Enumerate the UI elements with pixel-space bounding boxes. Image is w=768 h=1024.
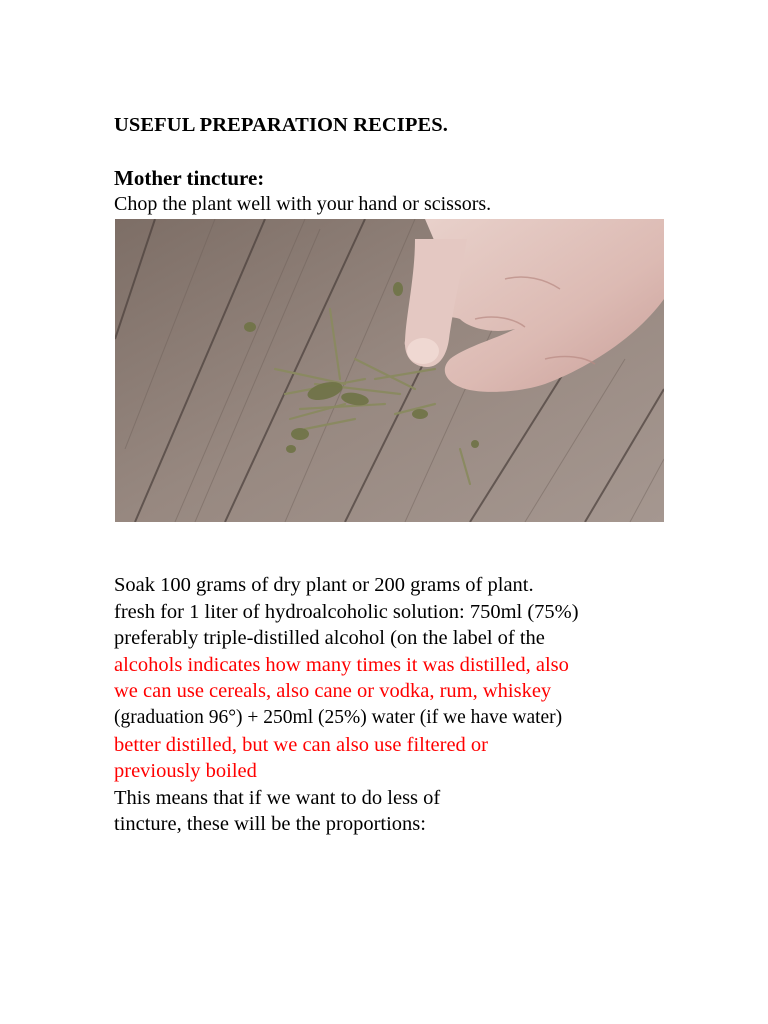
instruction-line: preferably triple-distilled alcohol (on the label of the [114, 627, 545, 650]
instruction-line-highlighted: we can use cereals, also cane or vodka, rum, whiskey [114, 680, 552, 703]
instruction-line: fresh for 1 liter of hydroalcoholic solution: 750ml (75%) [114, 600, 579, 623]
page-title: USEFUL PREPARATION RECIPES. [114, 114, 448, 136]
preparation-instructions [114, 572, 714, 838]
instruction-line: Soak 100 grams of dry plant or 200 grams of plant. [114, 574, 534, 596]
instruction-line-highlighted: alcohols indicates how many times it was distilled, also [114, 653, 569, 676]
section-heading: Mother tincture: [114, 166, 265, 190]
instruction-line: This means that if we want to do less of [114, 786, 441, 809]
instruction-line: tincture, these will be the proportions: [114, 813, 426, 836]
instruction-line: (graduation 96°) + 250ml (25%) water (if we have water) [114, 706, 563, 728]
instruction-line-highlighted: previously boiled [114, 760, 257, 783]
instruction-line-highlighted: better distilled, but we can also use filtered or [114, 733, 489, 756]
herb-chopping-photo [115, 219, 664, 522]
intro-text: Chop the plant well with your hand or scissors. [114, 193, 492, 215]
